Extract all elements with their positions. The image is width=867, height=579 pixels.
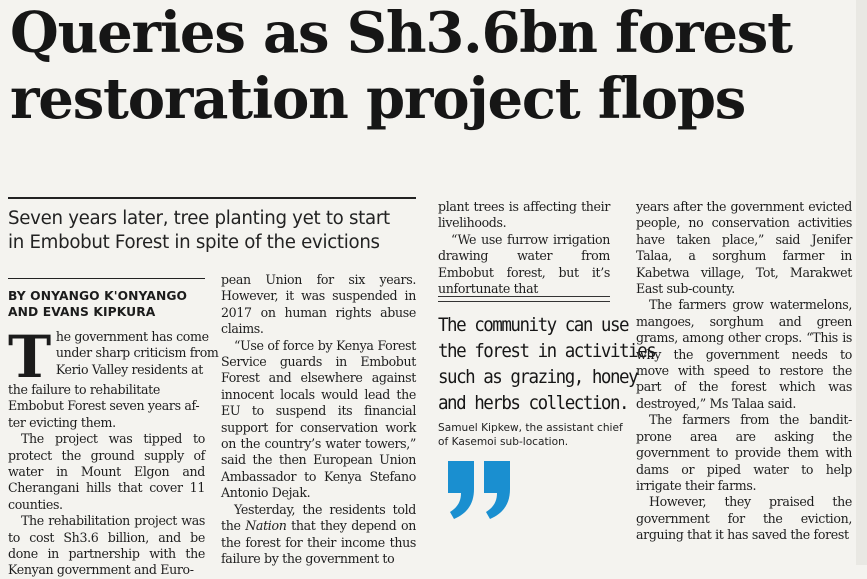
paragraph [221, 502, 416, 568]
pullquote-rule [438, 296, 610, 302]
top-rule [8, 197, 416, 199]
pull-quote-line: and herbs collection. [438, 392, 629, 414]
lead-line: the failure to rehabilitate [8, 382, 160, 397]
paragraph-text: Yesterday, the residents told the [221, 501, 416, 534]
lead-line: under sharp criticism from [55, 345, 219, 361]
paragraph: “Use of force by Kenya Forest Service guards in Embobut Forest and elsewhere against innocent locals would lead the EU to suspend its financial support for conservation work on the country’s water towers,” said the then European Union Ambassador to Kenya Stefano Antonio Dejak. [221, 337, 416, 501]
paragraph: The farmers grow watermelons, mangoes, sorghum and green grams, among other crops. “This is why the government needs to move with speed to restore the part of the forest which was destroyed,” Ms Talaa said. [636, 297, 852, 411]
pull-quote-line: The community can use [438, 314, 629, 336]
attribution-line: of Kasemoi sub-location. [438, 436, 569, 448]
paragraph: years after the government evicted people, no conservation activities have taken place,” said Jenifer Talaa, a sorghum farmer in Kabetwa village, Tot, Marakwet East sub-county. [636, 199, 852, 297]
paragraph: The project was tipped to protect the ground supply of water in Mount Elgon and Cherangani hills that cover 11 counties. [8, 431, 205, 512]
paragraph: plant trees is affecting their livelihoods. [438, 199, 610, 231]
deck-line-2: in Embobut Forest in spite of the evictions [8, 232, 380, 253]
article-column-3 [438, 199, 610, 297]
byline-line-1: BY ONYANGO K'ONYANGO [8, 289, 188, 303]
page-edge [856, 0, 867, 565]
article-column-2 [221, 272, 416, 567]
paragraph: “We use furrow irrigation drawing water from Embobut forest, but it’s unfortunate that [438, 231, 610, 297]
paragraph: The rehabilitation project was to cost Sh3.6 billion, and be done in partnership with the Kenyan government and Euro- [8, 513, 205, 578]
headline-line-1: Queries as Sh3.6bn forest [10, 0, 792, 66]
pull-quote [438, 312, 656, 416]
column-rule-1 [8, 278, 205, 279]
byline [8, 288, 208, 320]
lead-line: Kerio Valley residents at [55, 361, 203, 377]
pull-quote-line: such as grazing, honey [438, 366, 638, 388]
publication-name: Nation [245, 518, 287, 534]
paragraph: The farmers from the bandit-prone area are asking the government to provide them with dams or piped water to help irrigate their farms. [636, 412, 852, 493]
pull-quote-line: the forest in activities [438, 340, 656, 362]
article-column-1 [8, 323, 219, 579]
deck-line-1: Seven years later, tree planting yet to start [8, 208, 390, 229]
drop-cap: T [8, 323, 51, 391]
attribution-line: Samuel Kipkew, the assistant chief [438, 422, 623, 434]
lead-paragraph [8, 323, 219, 431]
pull-quote-attribution [438, 421, 623, 449]
lead-line: Embobut Forest seven years af- [8, 398, 200, 414]
closing-quote-mark-icon [446, 459, 516, 521]
byline-line-2: AND EVANS KIPKURA [8, 305, 156, 319]
lead-line: he government has come [55, 329, 209, 344]
article-column-4 [636, 199, 852, 544]
paragraph: pean Union for six years. However, it was suspended in 2017 on human rights abuse claims. [221, 272, 416, 337]
lead-line: ter evicting them. [8, 414, 116, 430]
headline [10, 0, 860, 132]
deck-subheadline [8, 207, 418, 255]
headline-line-2: restoration project flops [10, 66, 746, 132]
paragraph: However, they praised the government for the eviction, arguing that it has saved the forest [636, 494, 852, 543]
paragraph-text: that they depend on the forest for their income thus failure by the government to [221, 518, 416, 566]
